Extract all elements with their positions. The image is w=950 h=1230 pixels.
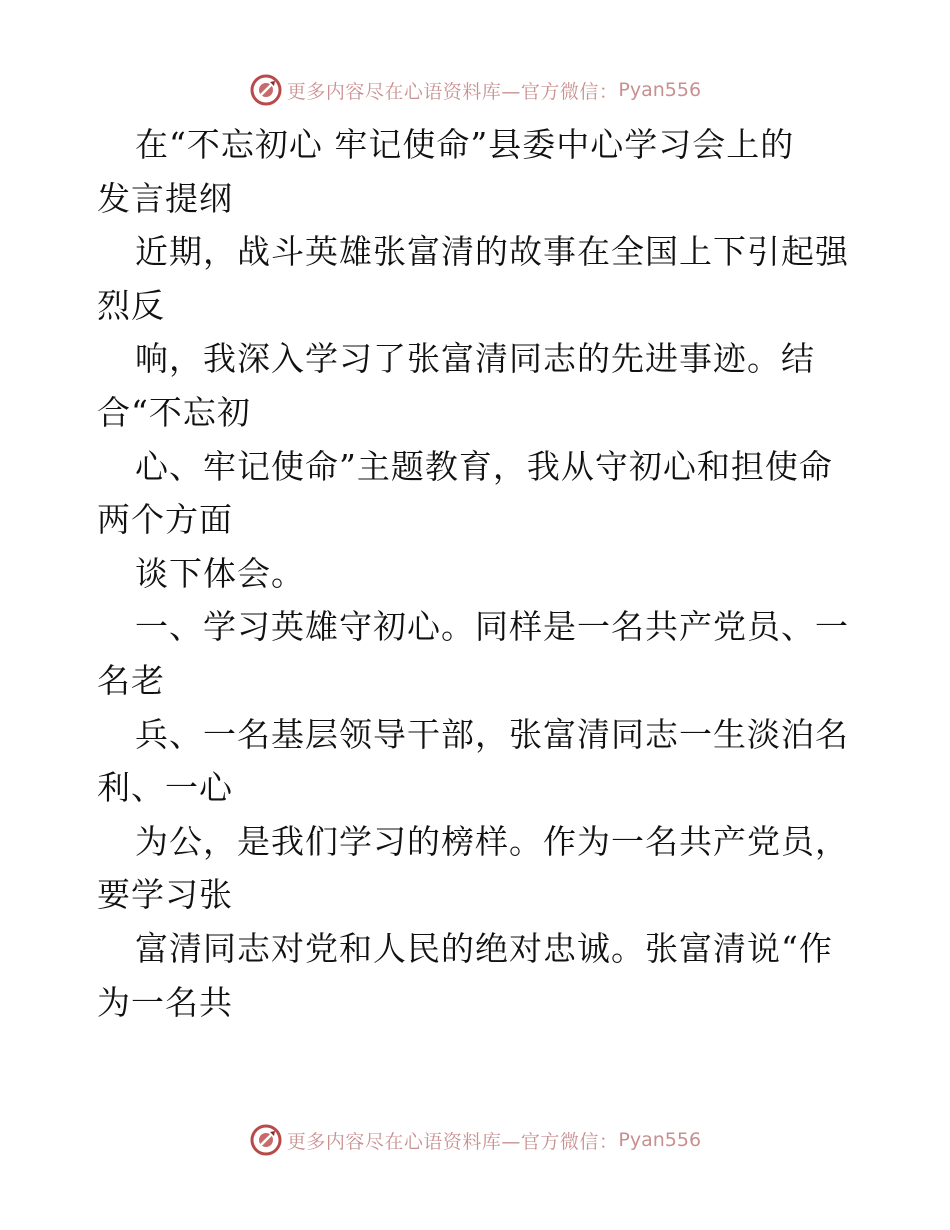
text-line: 烈反 [97,285,165,325]
text-line: 两个方面 [97,500,233,540]
text-line: 兵、一名基层领导干部，张富清同志一生淡泊名 [135,714,849,754]
header-watermark-brand: Pyan556 [618,79,702,101]
text-line: 一、学习英雄守初心。同样是一名共产党员、一 [135,607,849,647]
text-line: 富清同志对党和人民的绝对忠诚。张富清说“作 [135,928,833,968]
text-line: 合“不忘初 [97,392,251,432]
text-line: 在“不忘初心 牢记使命”县委中心学习会上的 [135,125,795,164]
text-line: 谈下体会。 [135,553,305,593]
logo-icon [249,1123,283,1157]
footer-watermark-brand: Pyan556 [618,1129,702,1151]
header-watermark-text: 更多内容尽在心语资料库—官方微信： [286,80,619,103]
text-line: 为一名共 [97,982,233,1022]
text-line: 发言提纲 [97,178,233,218]
text-line: 响，我深入学习了张富清同志的先进事迹。结 [135,339,815,379]
footer-watermark-text: 更多内容尽在心语资料库—官方微信： [286,1130,619,1153]
text-line: 要学习张 [97,875,233,915]
footer-watermark [0,1120,950,1160]
text-line: 利、一心 [97,768,233,808]
header-watermark [0,70,950,110]
text-line: 为公，是我们学习的榜样。作为一名共产党员， [135,821,849,861]
text-line: 名老 [97,660,165,700]
text-line: 心、牢记使命”主题教育，我从守初心和担使命 [135,446,833,486]
document-body [97,118,857,1029]
text-line: 近期，战斗英雄张富清的故事在全国上下引起强 [135,232,849,272]
logo-icon [249,73,283,107]
